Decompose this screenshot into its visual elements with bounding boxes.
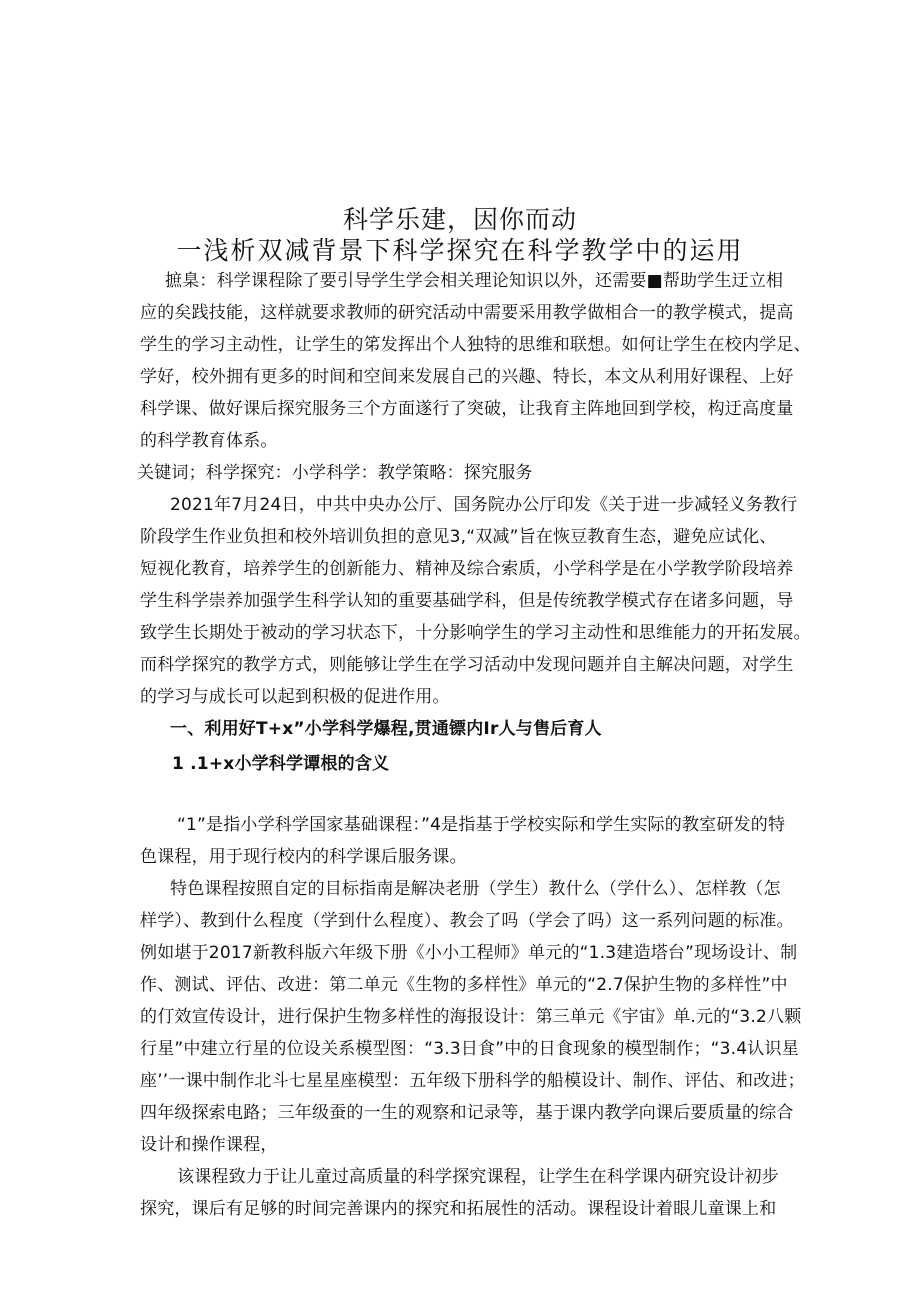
paragraph-line: 科学课、做好课后探究服务三个方面遂行了突破，让我育主阵地回到学校，构迂高度量 [140, 399, 794, 419]
paragraph-line: 设计和操作课程， [140, 1135, 278, 1155]
paragraph-line: 的科学教育体系。 [140, 431, 278, 451]
section-heading: 1 .1+x小学科学谭根的含义 [172, 754, 390, 774]
paragraph-line: 探究，课后有足够的时间完善课内的探究和拓展性的活动。课程设计着眼儿童课上和 [140, 1199, 777, 1219]
paragraph-line: 样学）、教到什么程度（学到什么程度）、教会了吗（学会了吗）这一系列问题的标准。 [140, 911, 794, 931]
paragraph-line: 摭臬：科学课程除了要引导学生学会相关理论知识以外，还需要■帮助学生迂立相 [165, 271, 784, 291]
section-heading: 一、利用好T+x”小学科学爆程,贯通镖内Ir人与售后育人 [170, 719, 602, 739]
paragraph-line: 例如堪于2017新教科版六年级下册《小小工程师》单元的“1.3建造塔台”现场设计、制 [140, 943, 798, 963]
paragraph-line: 的仃效宣传设计，进行保护生物多样性的海报设计：第三单元《宇宙》单.元的“3.2八颗 [140, 1007, 802, 1027]
document-subtitle: 一浅析双减背景下科学探究在科学教学中的运用 [176, 236, 744, 265]
paragraph-line: 阶段学生作业负担和校外培训负担的意见3,“双减”旨在恢豆教育生态，避免应试化、 [140, 527, 777, 547]
paragraph-line: 致学生长期处于被动的学习状态下，十分影响学生的学习主动性和思维能力的开拓发展。 [140, 623, 811, 643]
paragraph-line: 学生的学习主动性，让学生的笫发挥出个人独特的思维和联想。如何让学生在校内学足、 [140, 335, 811, 355]
paragraph-line: 2021年7月24日，中共中央办公厅、国务院办公厅印发《关于进一步减轻义务教行 [170, 495, 798, 515]
paragraph-line: 关键词；科学探究：小学科学：教学策略：探究服务 [137, 463, 533, 483]
paragraph-line: 学生科学崇养加强学生科学认知的重要基础学科，但是传统教学模式存在诸多问题，导 [140, 591, 794, 611]
paragraph-line: 而科学探究的教学方式，则能够让学生在学习活动中发现问题并自主解决问题，对学生 [140, 655, 794, 675]
document-title: 科学乐建，因你而动 [342, 205, 577, 234]
paragraph-line: 该课程致力于让儿童过高质量的科学探究课程，让学生在科学课内研究设计初步 [177, 1167, 779, 1187]
paragraph-line: 应的矣践技能，这样就要求教师的研究活动中需要采用教学做相合一的教学模式，提高 [140, 303, 794, 323]
paragraph-line: 特色课程按照自定的目标指南是解决老册（学生）教什么（学什么）、怎样教（怎 [170, 879, 781, 899]
paragraph-line: 的学习与成长可以起到积极的促进作用。 [140, 687, 450, 707]
paragraph-line: “1”是指小学科学国家基础课程：”4是指基于学校实际和学生实际的教室研发的特 [177, 815, 786, 835]
paragraph-line: 学好，校外拥有更多的时间和空间来发展自己的兴趣、特长，本文从利用好课程、上好 [140, 367, 794, 387]
paragraph-line: 行星”中建立行星的位设关系模型图：“3.3日食”中的日食现象的模型制作；“3.4认识星 [140, 1039, 799, 1059]
paragraph-line: 短视化教育，培养学生的创新能力、精神及综合索质，小学科学是在小学教学阶段培养 [140, 559, 794, 579]
paragraph-line: 四年级探索电路；三年级蚕的一生的观察和记录等，基于课内教学向课后要质量的综合 [140, 1103, 794, 1123]
paragraph-line: 色课程，用于现行校内的科学课后服务课。 [140, 847, 467, 867]
paragraph-line: 座’’一课中制作北斗七星星座模型：五年级下册科学的船模设计、制作、评估、和改进； [140, 1071, 805, 1091]
paragraph-line: 作、测试、评估、改进：第二单元《生物的多样性》单元的“2.7保护生物的多样性”中 [140, 975, 788, 995]
